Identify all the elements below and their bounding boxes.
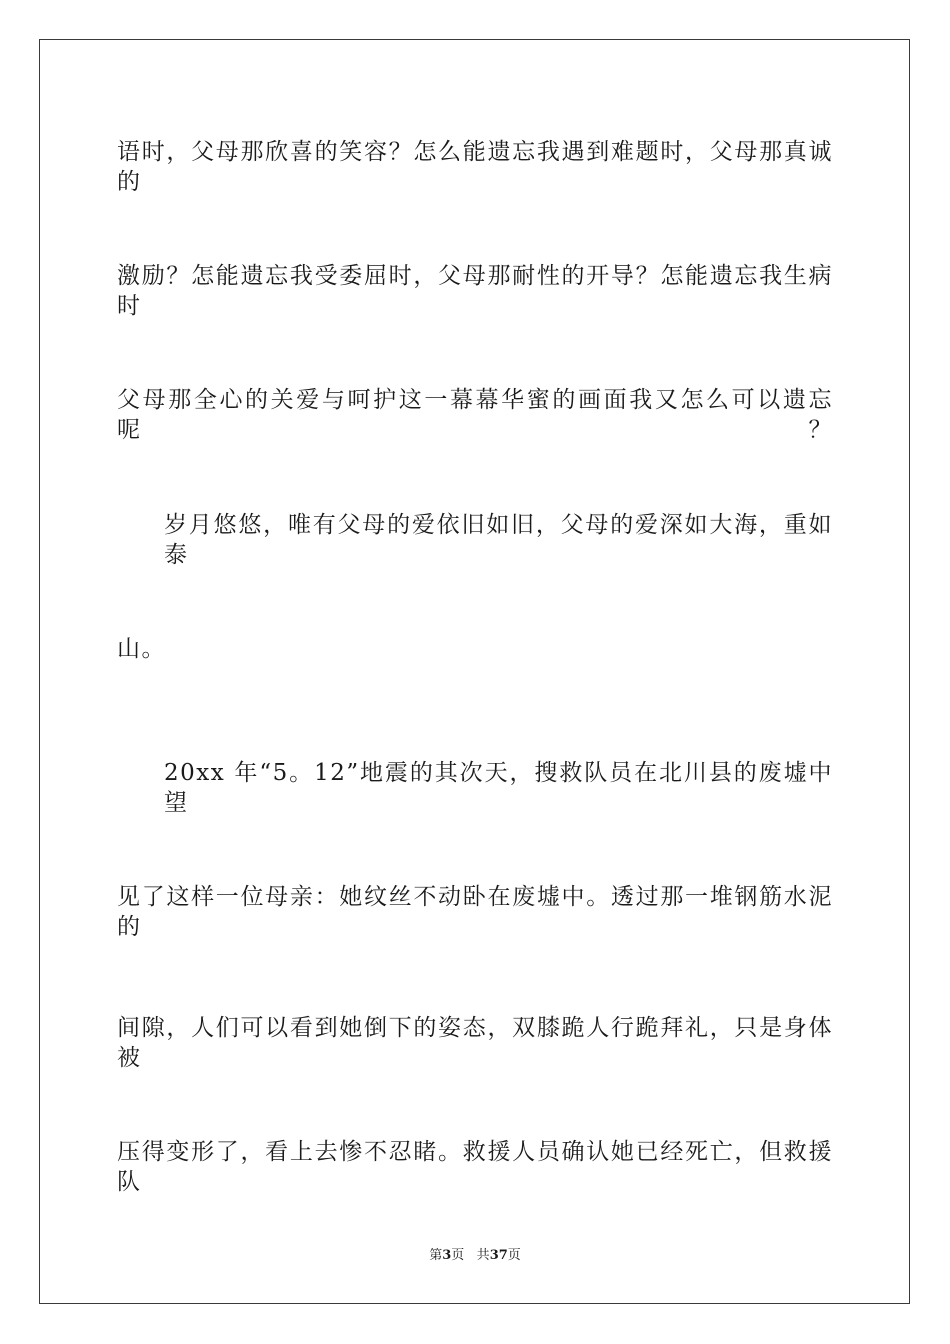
page-suffix: 页 bbox=[451, 1248, 465, 1263]
body-text-line: 语时，父母那欣喜的笑容？怎么能遗忘我遇到难题时，父母那真诚的 bbox=[117, 139, 833, 195]
body-text-line: 岁月悠悠，唯有父母的爱依旧如旧，父母的爱深如大海，重如泰 bbox=[164, 512, 833, 568]
body-text-line: 见了这样一位母亲：她纹丝不动卧在废墟中。透过那一堆钢筋水泥的 bbox=[117, 884, 833, 940]
page-border bbox=[39, 39, 910, 1304]
total-prefix: 共 bbox=[476, 1248, 490, 1263]
body-text-line: 间隙，人们可以看到她倒下的姿态，双膝跪人行跪拜礼，只是身体被 bbox=[117, 1015, 833, 1071]
total-suffix: 页 bbox=[507, 1248, 521, 1263]
body-text-line: 父母那全心的关爱与呵护这一幕幕华蜜的画面我又怎么可以遗忘呢？ bbox=[117, 387, 833, 443]
page-prefix: 第 bbox=[429, 1248, 443, 1263]
page-footer bbox=[0, 1247, 950, 1265]
body-text-line: 山。 bbox=[117, 636, 166, 662]
body-text-line: 20xx 年“5。12”地震的其次天，搜救队员在北川县的废墟中望 bbox=[164, 760, 833, 816]
body-text-line: 压得变形了，看上去惨不忍睹。救援人员确认她已经死亡，但救援队 bbox=[117, 1139, 833, 1195]
body-text-line: 激励？怎能遗忘我受委屈时，父母那耐性的开导？怎能遗忘我生病时 bbox=[117, 263, 833, 319]
page-number: 3 bbox=[442, 1248, 452, 1263]
total-pages: 37 bbox=[489, 1248, 508, 1263]
